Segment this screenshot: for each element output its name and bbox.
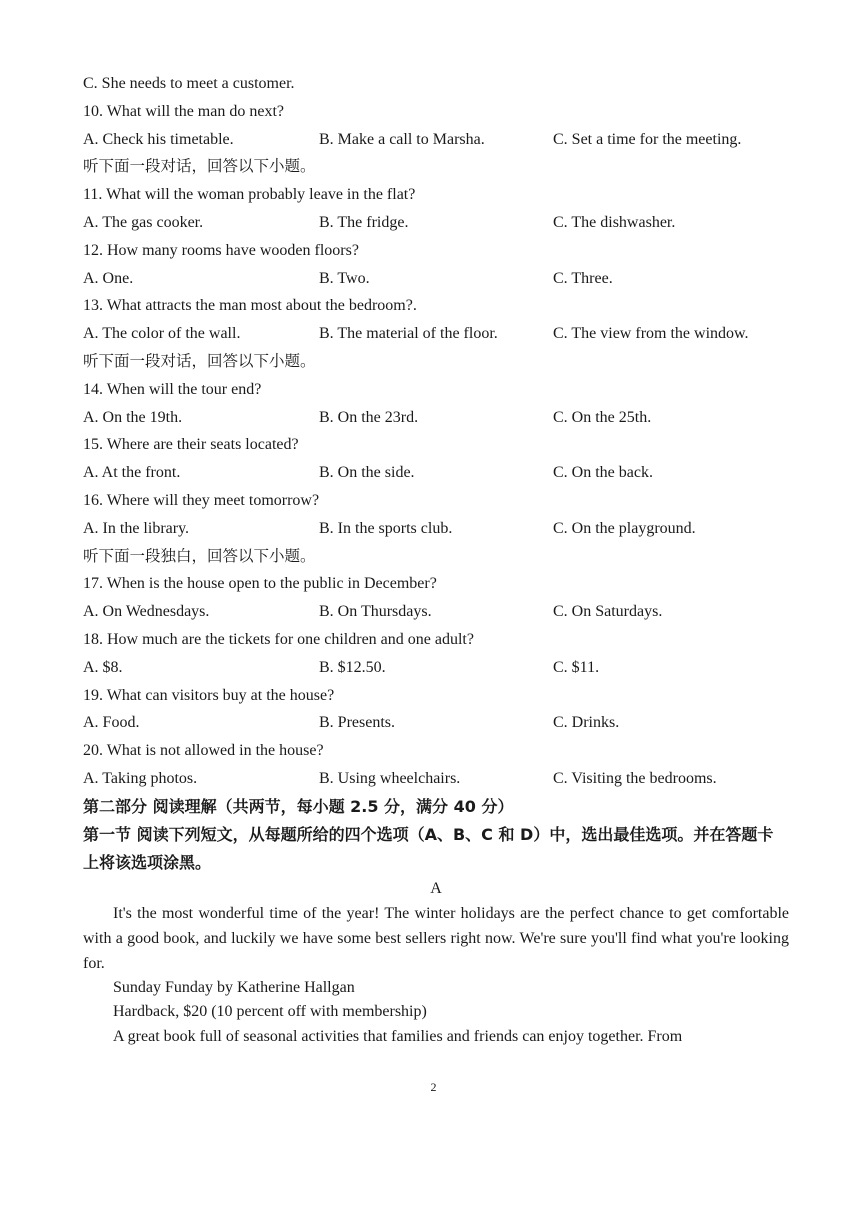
listening-instruction: 听下面一段对话，回答以下小题。 (83, 157, 316, 176)
option-a: A. Check his timetable. (83, 130, 234, 148)
option-a: A. At the front. (83, 464, 181, 482)
option-row (83, 404, 789, 432)
option-b: B. On Thursdays. (319, 603, 432, 621)
option-a: A. In the library. (83, 519, 190, 537)
option-row (83, 209, 789, 237)
option-b: B. $12.50. (319, 658, 386, 676)
question-text: 20. What is not allowed in the house? (83, 742, 324, 760)
option-row (83, 654, 789, 682)
option-row (83, 598, 789, 626)
listening-instruction: 听下面一段对话，回答以下小题。 (83, 351, 316, 370)
question-text: 16. Where will they meet tomorrow? (83, 491, 320, 509)
option-row (83, 765, 789, 793)
option-row (83, 515, 789, 543)
question-text: 14. When will the tour end? (83, 380, 262, 398)
option-c: C. The dishwasher. (553, 213, 676, 231)
option-b: B. The material of the floor. (319, 325, 498, 343)
option-a: A. Taking photos. (83, 769, 198, 787)
part2-title: 第二部分 阅读理解（共两节，每小题 2.5 分，满分 40 分） (83, 796, 514, 816)
page-number: 2 (430, 1080, 437, 1094)
option-row (83, 126, 789, 154)
listening-instruction: 听下面一段独白，回答以下小题。 (83, 546, 316, 565)
option-a: A. $8. (83, 658, 123, 676)
option-a: A. The gas cooker. (83, 213, 204, 231)
option-a: A. One. (83, 269, 134, 287)
option-b: B. Two. (319, 269, 370, 287)
question-text: 13. What attracts the man most about the bedroom?. (83, 297, 417, 315)
option-b: B. In the sports club. (319, 519, 453, 537)
option-b: B. Presents. (319, 714, 395, 732)
option-a: A. On the 19th. (83, 408, 183, 426)
option-c: C. Visiting the bedrooms. (553, 769, 717, 787)
option-row (83, 265, 789, 293)
option-b: B. The fridge. (319, 213, 409, 231)
question-text: 11. What will the woman probably leave in the flat? (83, 186, 416, 204)
option-c: C. On the back. (553, 464, 653, 482)
question-text: 17. When is the house open to the public in December? (83, 575, 437, 593)
option-b: B. On the side. (319, 464, 415, 482)
option-b: B. Make a call to Marsha. (319, 130, 485, 148)
option-c: C. On Saturdays. (553, 603, 663, 621)
option-a: A. The color of the wall. (83, 325, 241, 343)
question-text: 10. What will the man do next? (83, 102, 284, 120)
option-text: C. She needs to meet a customer. (83, 75, 295, 92)
question-text: 18. How much are the tickets for one children and one adult? (83, 630, 474, 648)
option-a: A. Food. (83, 714, 140, 732)
passage-intro: It's the most wonderful time of the year! The winter holidays are the perfect chance to get comfortable with a good book, and luckily we have some best sellers right now. We're sure you'll find what you're looking for. (83, 904, 789, 972)
option-row (83, 320, 789, 348)
question-text: 19. What can visitors buy at the house? (83, 686, 335, 704)
option-c: C. $11. (553, 658, 600, 676)
option-c: C. Set a time for the meeting. (553, 130, 742, 148)
option-row (83, 709, 789, 737)
page-content (83, 70, 789, 1049)
book1-price: Hardback, $20 (10 percent off with membership) (113, 1002, 427, 1020)
book1-title: Sunday Funday by Katherine Hallgan (113, 978, 355, 996)
option-a: A. On Wednesdays. (83, 603, 210, 621)
option-c: C. On the 25th. (553, 408, 652, 426)
option-row (83, 459, 789, 487)
listening-questions (83, 70, 789, 793)
option-c: C. Drinks. (553, 714, 620, 732)
passage-label: A (430, 879, 442, 897)
book1-description: A great book full of seasonal activities that families and friends can enjoy together. From (113, 1027, 683, 1045)
question-text: 12. How many rooms have wooden floors? (83, 241, 359, 259)
option-c: C. On the playground. (553, 519, 696, 537)
option-c: C. Three. (553, 269, 613, 287)
question-text: 15. Where are their seats located? (83, 436, 299, 454)
option-b: B. Using wheelchairs. (319, 769, 461, 787)
section1-instructions: 第一节 阅读下列短文，从每题所给的四个选项（A、B、C 和 D）中，选出最佳选项。并在答题卡上将该选项涂黑。 (83, 824, 774, 872)
option-b: B. On the 23rd. (319, 408, 419, 426)
option-c: C. The view from the window. (553, 325, 749, 343)
